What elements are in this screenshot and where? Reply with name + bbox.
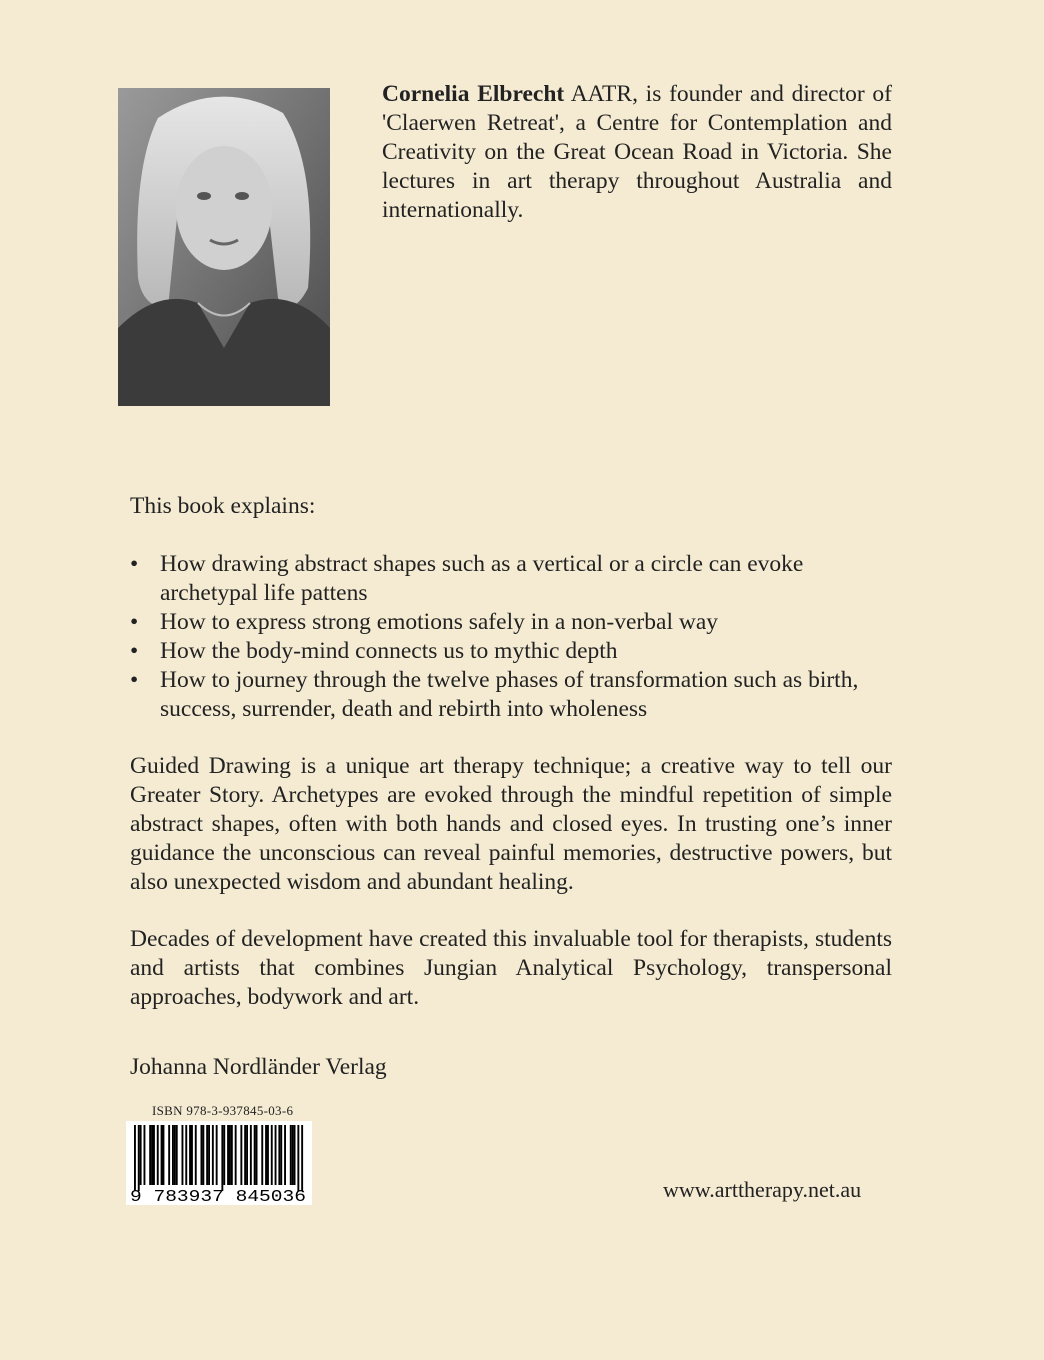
barcode-graphic (126, 1121, 312, 1205)
author-photo (118, 88, 330, 406)
barcode-bar (174, 1125, 176, 1185)
barcode-bar (290, 1125, 292, 1185)
barcode-bar (278, 1125, 280, 1185)
barcode-bar (191, 1125, 193, 1185)
bullet-icon: • (130, 667, 139, 693)
barcode-bar (172, 1125, 174, 1185)
author-name: Cornelia Elbrecht (382, 81, 565, 107)
bullet-icon: • (130, 609, 139, 635)
barcode-bar (250, 1125, 252, 1185)
barcode-bar (149, 1125, 151, 1185)
barcode-bar (201, 1125, 203, 1185)
bullet-icon: • (130, 551, 139, 577)
barcode-bar (206, 1125, 208, 1185)
barcode-bar (294, 1125, 296, 1185)
barcode-bar (208, 1125, 210, 1185)
barcode-bar (227, 1125, 229, 1185)
barcode-bar (212, 1125, 214, 1185)
barcode-bar (280, 1125, 282, 1185)
barcode-bar (292, 1125, 294, 1185)
barcode-bar (195, 1125, 197, 1185)
barcode-bar (144, 1125, 146, 1185)
barcode-bar (202, 1125, 204, 1185)
barcode-bar (161, 1125, 163, 1185)
point-text: How to journey through the twelve phases of transformation such as birth, success, surrender, death and rebirth into wholeness (160, 667, 859, 722)
barcode-bar (157, 1125, 159, 1185)
point-text: How drawing abstract shapes such as a vertical or a circle can evoke archetypal life pattens (160, 551, 804, 606)
description-paragraph-2: Decades of development have created this invaluable tool for therapists, students and artists that combines Jungian Analytical Psychology, transpersonal approaches, bodywork and art. (130, 926, 892, 1010)
barcode-bar (229, 1125, 231, 1185)
barcode-bar (223, 1125, 225, 1185)
barcode-bar (216, 1125, 218, 1185)
barcode-bar (151, 1125, 153, 1185)
bullet-icon: • (130, 638, 139, 664)
barcode-bar (231, 1125, 233, 1185)
author-portrait-image (118, 88, 330, 406)
description-paragraph-1: Guided Drawing is a unique art therapy technique; a creative way to tell our Greater Story. Archetypes are evoked through the mindful repetition of simple abstract shapes, often with both hands and closed eyes. In trusting one’s inner guidance the unconscious can reveal painful memories, destructive powers, but also unexpected wisdom and abundant healing. (130, 753, 892, 895)
barcode-bar (275, 1125, 277, 1185)
point-text: How to express strong emotions safely in a non-verbal way (160, 609, 718, 635)
list-item (130, 550, 890, 608)
barcode-bar (138, 1125, 140, 1191)
barcode-bar (271, 1125, 273, 1185)
barcode-bar (221, 1125, 223, 1191)
barcode-digits: 9 783937 845036 (130, 1188, 306, 1205)
barcode-bar (261, 1125, 263, 1185)
book-points-list (130, 550, 890, 724)
barcode-bar (297, 1125, 299, 1191)
website-url: www.arttherapy.net.au (663, 1177, 862, 1202)
barcode-bar (140, 1125, 142, 1185)
barcode-bar (244, 1125, 246, 1185)
barcode-bar (267, 1125, 269, 1185)
point-text: How the body-mind connects us to mythic depth (160, 638, 618, 664)
barcode-bar (163, 1125, 165, 1185)
barcode-bar (265, 1125, 267, 1185)
barcode-bar (134, 1125, 136, 1191)
barcode-bar (185, 1125, 187, 1185)
explains-heading: This book explains: (130, 493, 316, 519)
author-bio-text: AATR, is founder and director of 'Claerwen Retreat', a Centre for Contemplation and Creativity on the Great Ocean Road in Victoria. She lectures in art therapy throughout Australia and internationally. (382, 81, 893, 223)
isbn-barcode (126, 1121, 312, 1205)
list-item (130, 666, 890, 724)
barcode-bar (301, 1125, 303, 1191)
barcode-bar (189, 1125, 191, 1185)
list-item (130, 637, 890, 666)
barcode-bar (256, 1125, 258, 1185)
barcode-bar (182, 1125, 184, 1185)
barcode-bar (284, 1125, 286, 1185)
barcode-bar (168, 1125, 170, 1185)
barcode-bar (240, 1125, 242, 1185)
author-bio (382, 80, 892, 225)
barcode-bar (153, 1125, 155, 1185)
barcode-bar (246, 1125, 248, 1185)
barcode-bar (235, 1125, 237, 1185)
isbn-label: ISBN 978-3-937845-03-6 (152, 1103, 294, 1118)
barcode-bar (254, 1125, 256, 1185)
publisher-name: Johanna Nordländer Verlag (130, 1054, 387, 1080)
barcode-bar (176, 1125, 178, 1185)
list-item (130, 608, 890, 637)
